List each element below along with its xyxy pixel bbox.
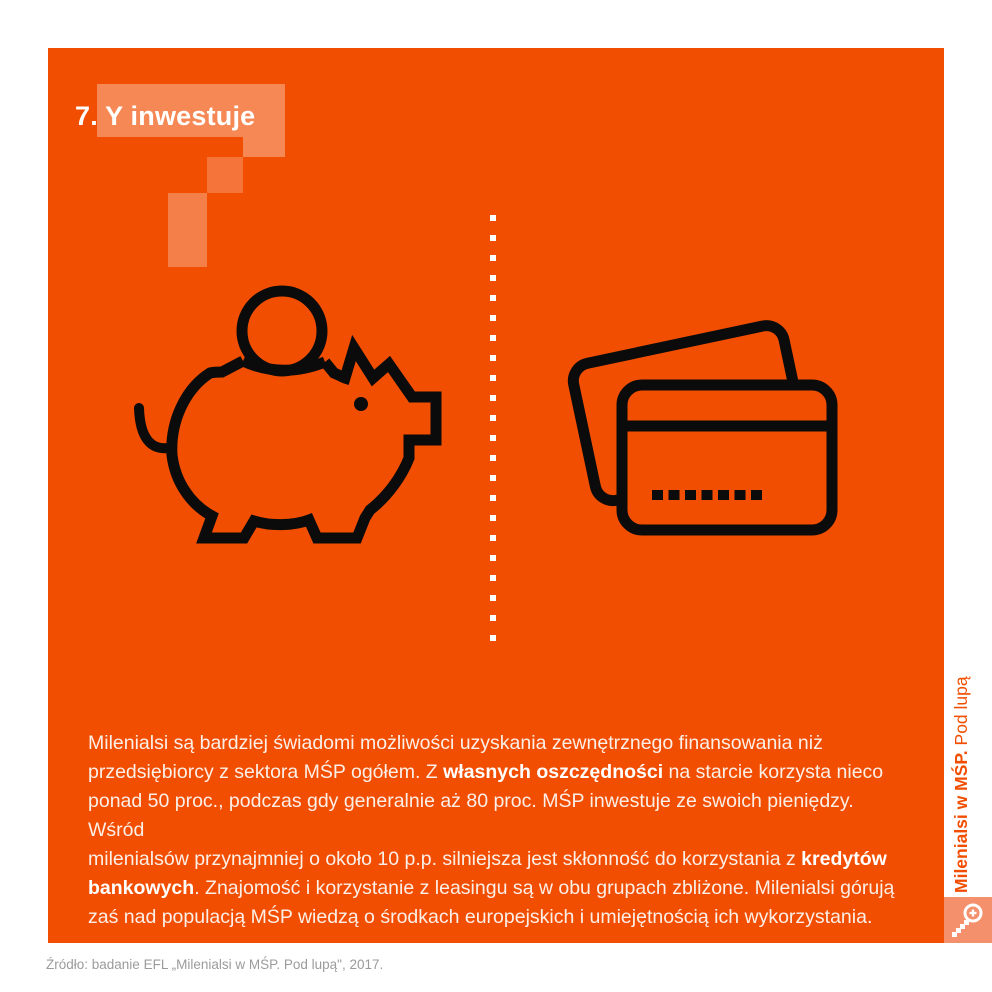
pixel-block-decoration: [243, 137, 285, 157]
paragraph-line: przedsiębiorcy z sektora MŚP ogółem. Z własnych oszczędności na starcie korzysta nieco: [88, 761, 884, 783]
body-paragraph: [88, 729, 900, 932]
card-number-dots: [652, 490, 762, 500]
sidebar-title-regular: Pod lupą: [951, 676, 971, 746]
paragraph-line: bankowych. Znajomość i korzystanie z leasingu są w obu grupach zbliżone. Milenialsi górują: [88, 877, 895, 899]
magnifier-badge: [944, 897, 992, 943]
magnifier-plus-icon: [944, 897, 992, 943]
pixel-block-decoration: [207, 157, 243, 193]
piggy-bank-icon: [125, 280, 445, 560]
credit-cards-icon: [560, 300, 860, 550]
source-note: Źródło: badanie EFL „Milenialsi w MŚP. Pod lupą", 2017.: [46, 957, 384, 972]
page-title: 7. Y inwestuje: [75, 101, 256, 131]
dotted-divider: [490, 215, 496, 641]
paragraph-line: ponad 50 proc., podczas gdy generalnie aż 80 proc. MŚP inwestuje ze swoich pieniędzy. Wśród: [88, 790, 854, 841]
paragraph-line: zaś nad populacją MŚP wiedzą o środkach europejskich i umiejętnością ich wykorzystania.: [88, 906, 873, 928]
sidebar-title-bold: Milenialsi w MŚP.: [951, 750, 971, 893]
orange-panel: [48, 48, 944, 943]
paragraph-line: milenialsów przynajmniej o około 10 p.p. silniejsza jest skłonność do korzystania z kredytów: [88, 848, 887, 870]
pixel-block-decoration: [168, 193, 207, 267]
sidebar-vertical-title: [951, 676, 972, 893]
paragraph-line: Milenialsi są bardziej świadomi możliwości uzyskania zewnętrznego finansowania niż: [88, 732, 823, 754]
